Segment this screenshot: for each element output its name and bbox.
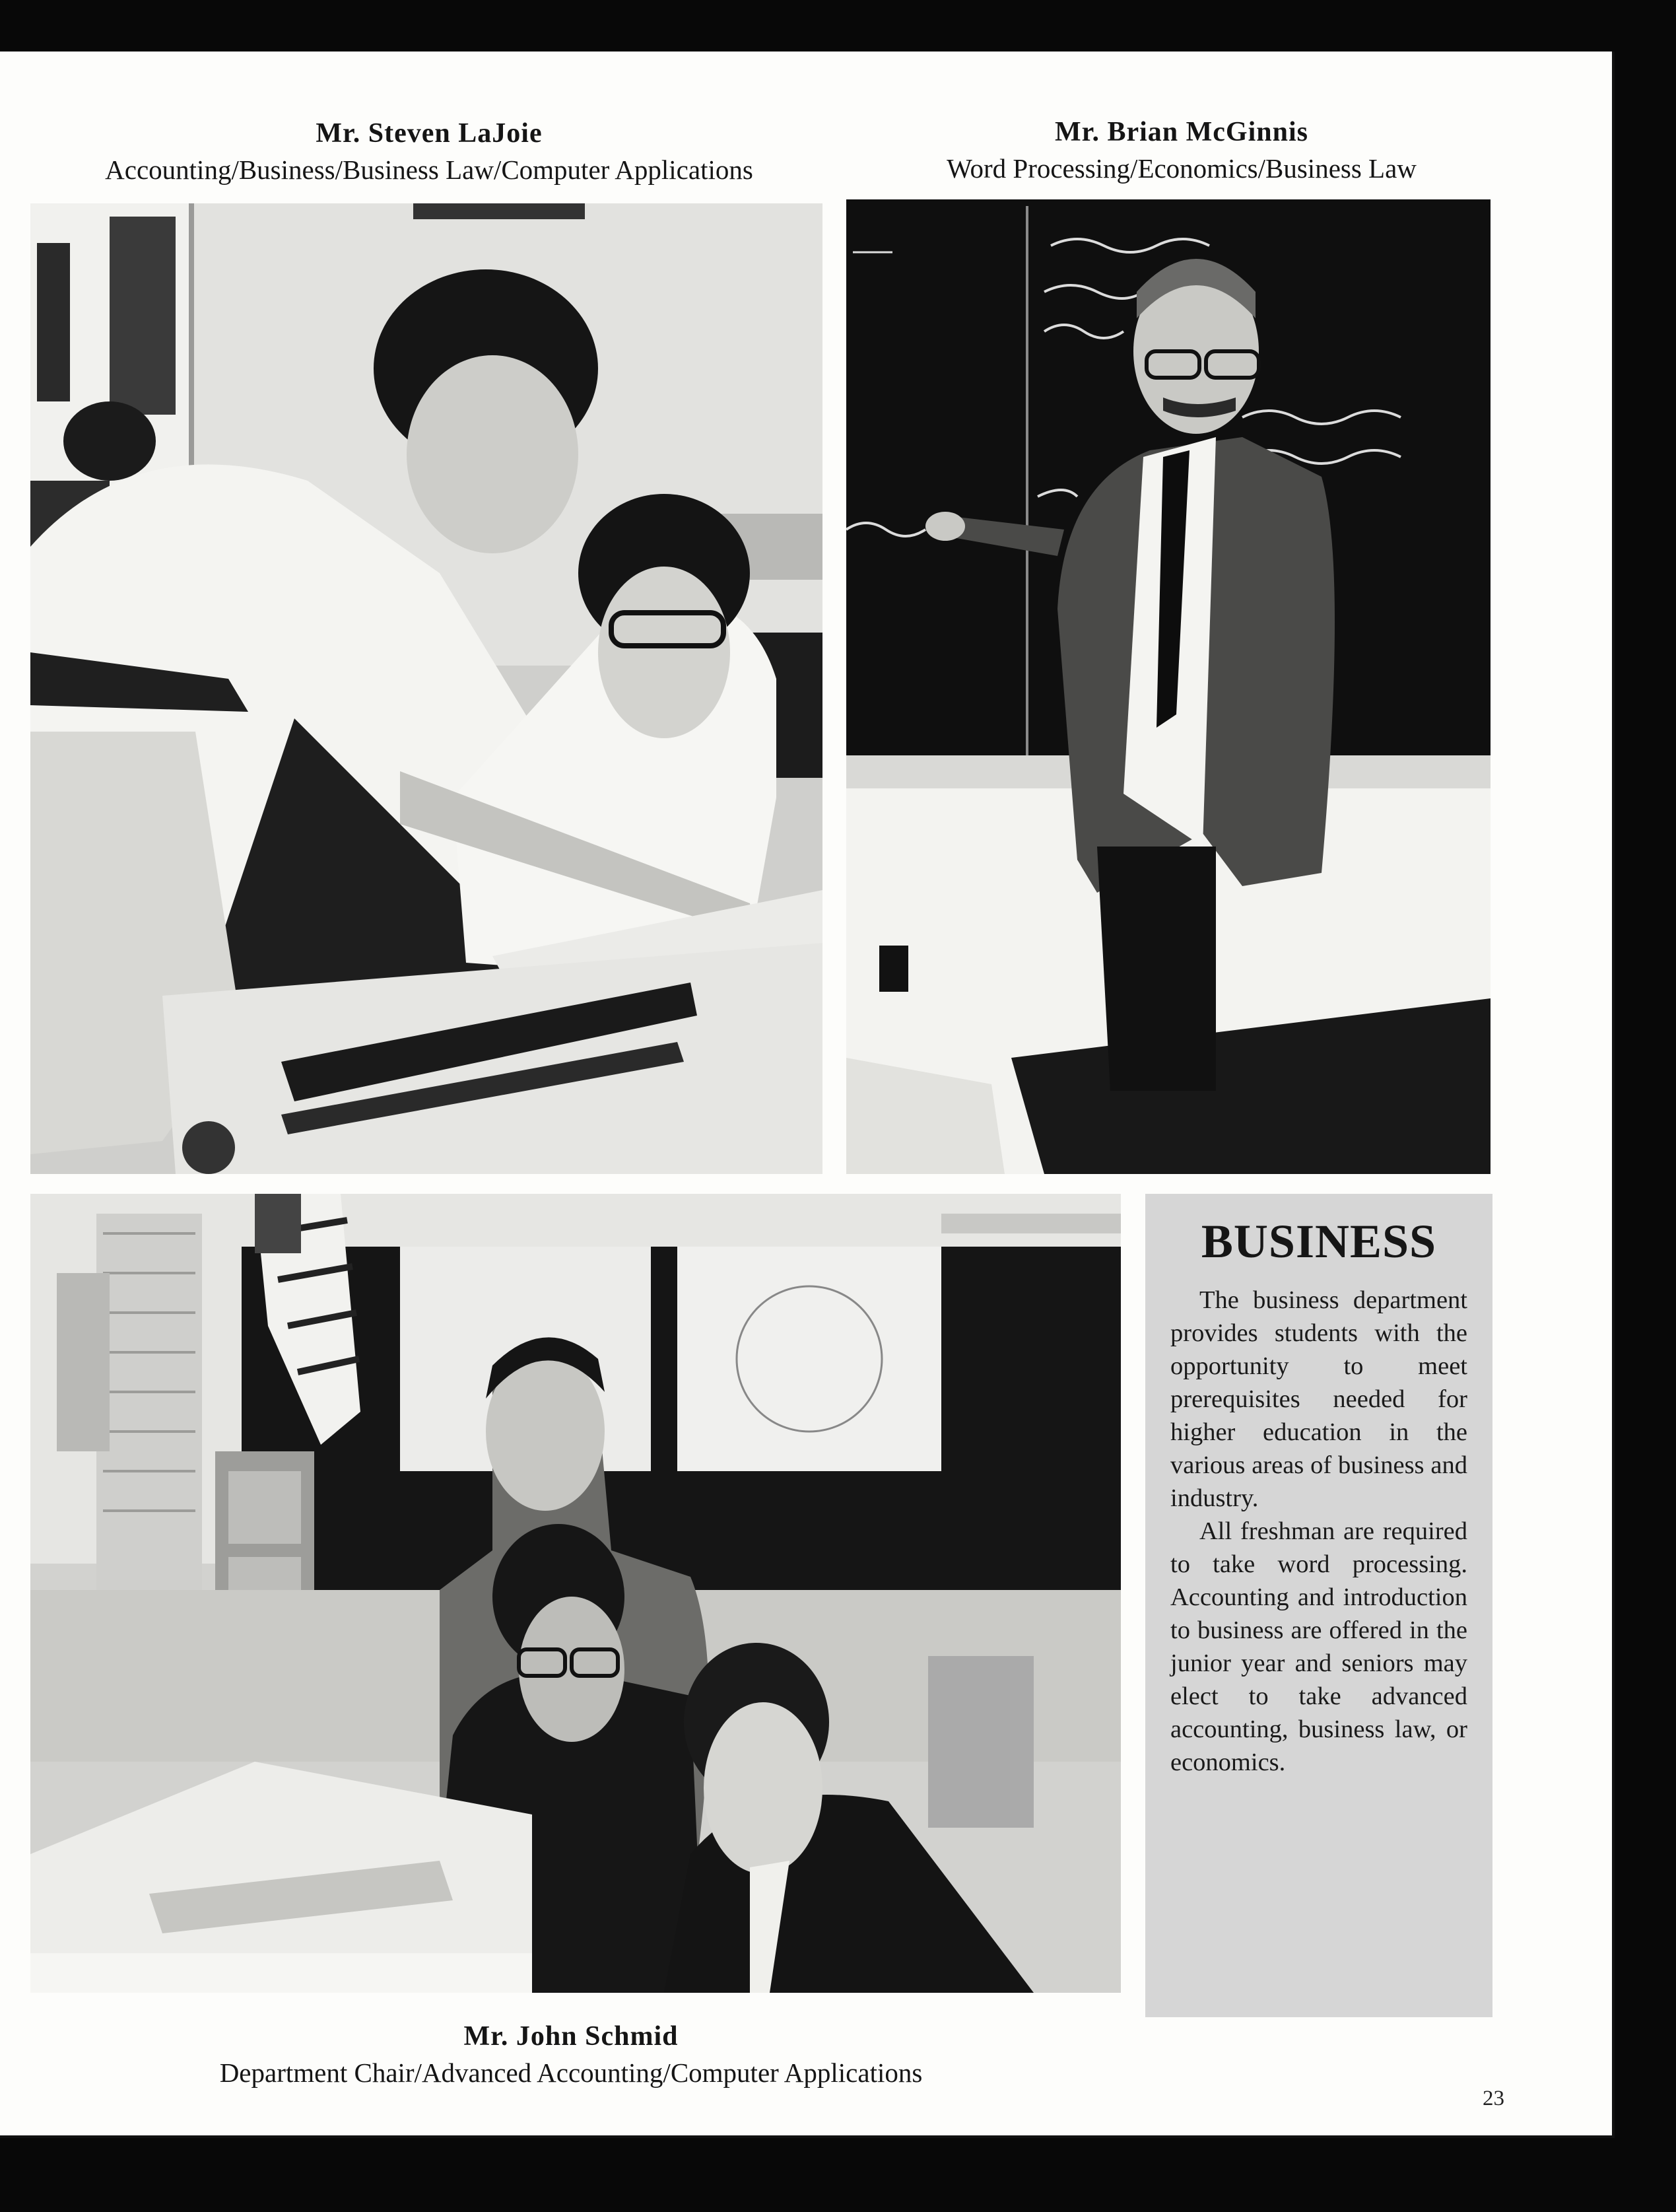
yearbook-page (0, 52, 1615, 2138)
section-title: BUSINESS (1201, 1215, 1437, 1268)
sidebar-paragraph-2: All freshman are required to take word processing. Accounting and introduction to business are offered in the junior year and seniors may elect to take advanced accounting, business law, or economics. (1170, 1517, 1467, 1776)
teacher-subjects: Department Chair/Advanced Accounting/Computer Applications (219, 2057, 923, 2088)
teacher-subjects: Accounting/Business/Business Law/Computer Applications (105, 155, 753, 185)
caption-lajoie (40, 115, 819, 188)
teacher-subjects: Word Processing/Economics/Business Law (947, 153, 1417, 184)
caption-schmid (92, 2018, 1050, 2091)
teacher-name: Mr. Brian McGinnis (1055, 117, 1308, 147)
photo-mcginnis-chalkboard (846, 199, 1491, 1174)
teacher-name: Mr. John Schmid (463, 2021, 679, 2052)
business-sidebar (1145, 1194, 1492, 2017)
teacher-name: Mr. Steven LaJoie (316, 118, 543, 149)
caption-mcginnis (852, 114, 1512, 186)
page-number: 23 (1483, 2087, 1504, 2110)
sidebar-paragraph-1: The business department provides students with the opportunity to meet prerequisites needed for higher education in the various areas of business and industry. (1170, 1286, 1467, 1512)
photo-lajoie-with-student (30, 203, 822, 1174)
photo-schmid-with-students (30, 1194, 1121, 1993)
